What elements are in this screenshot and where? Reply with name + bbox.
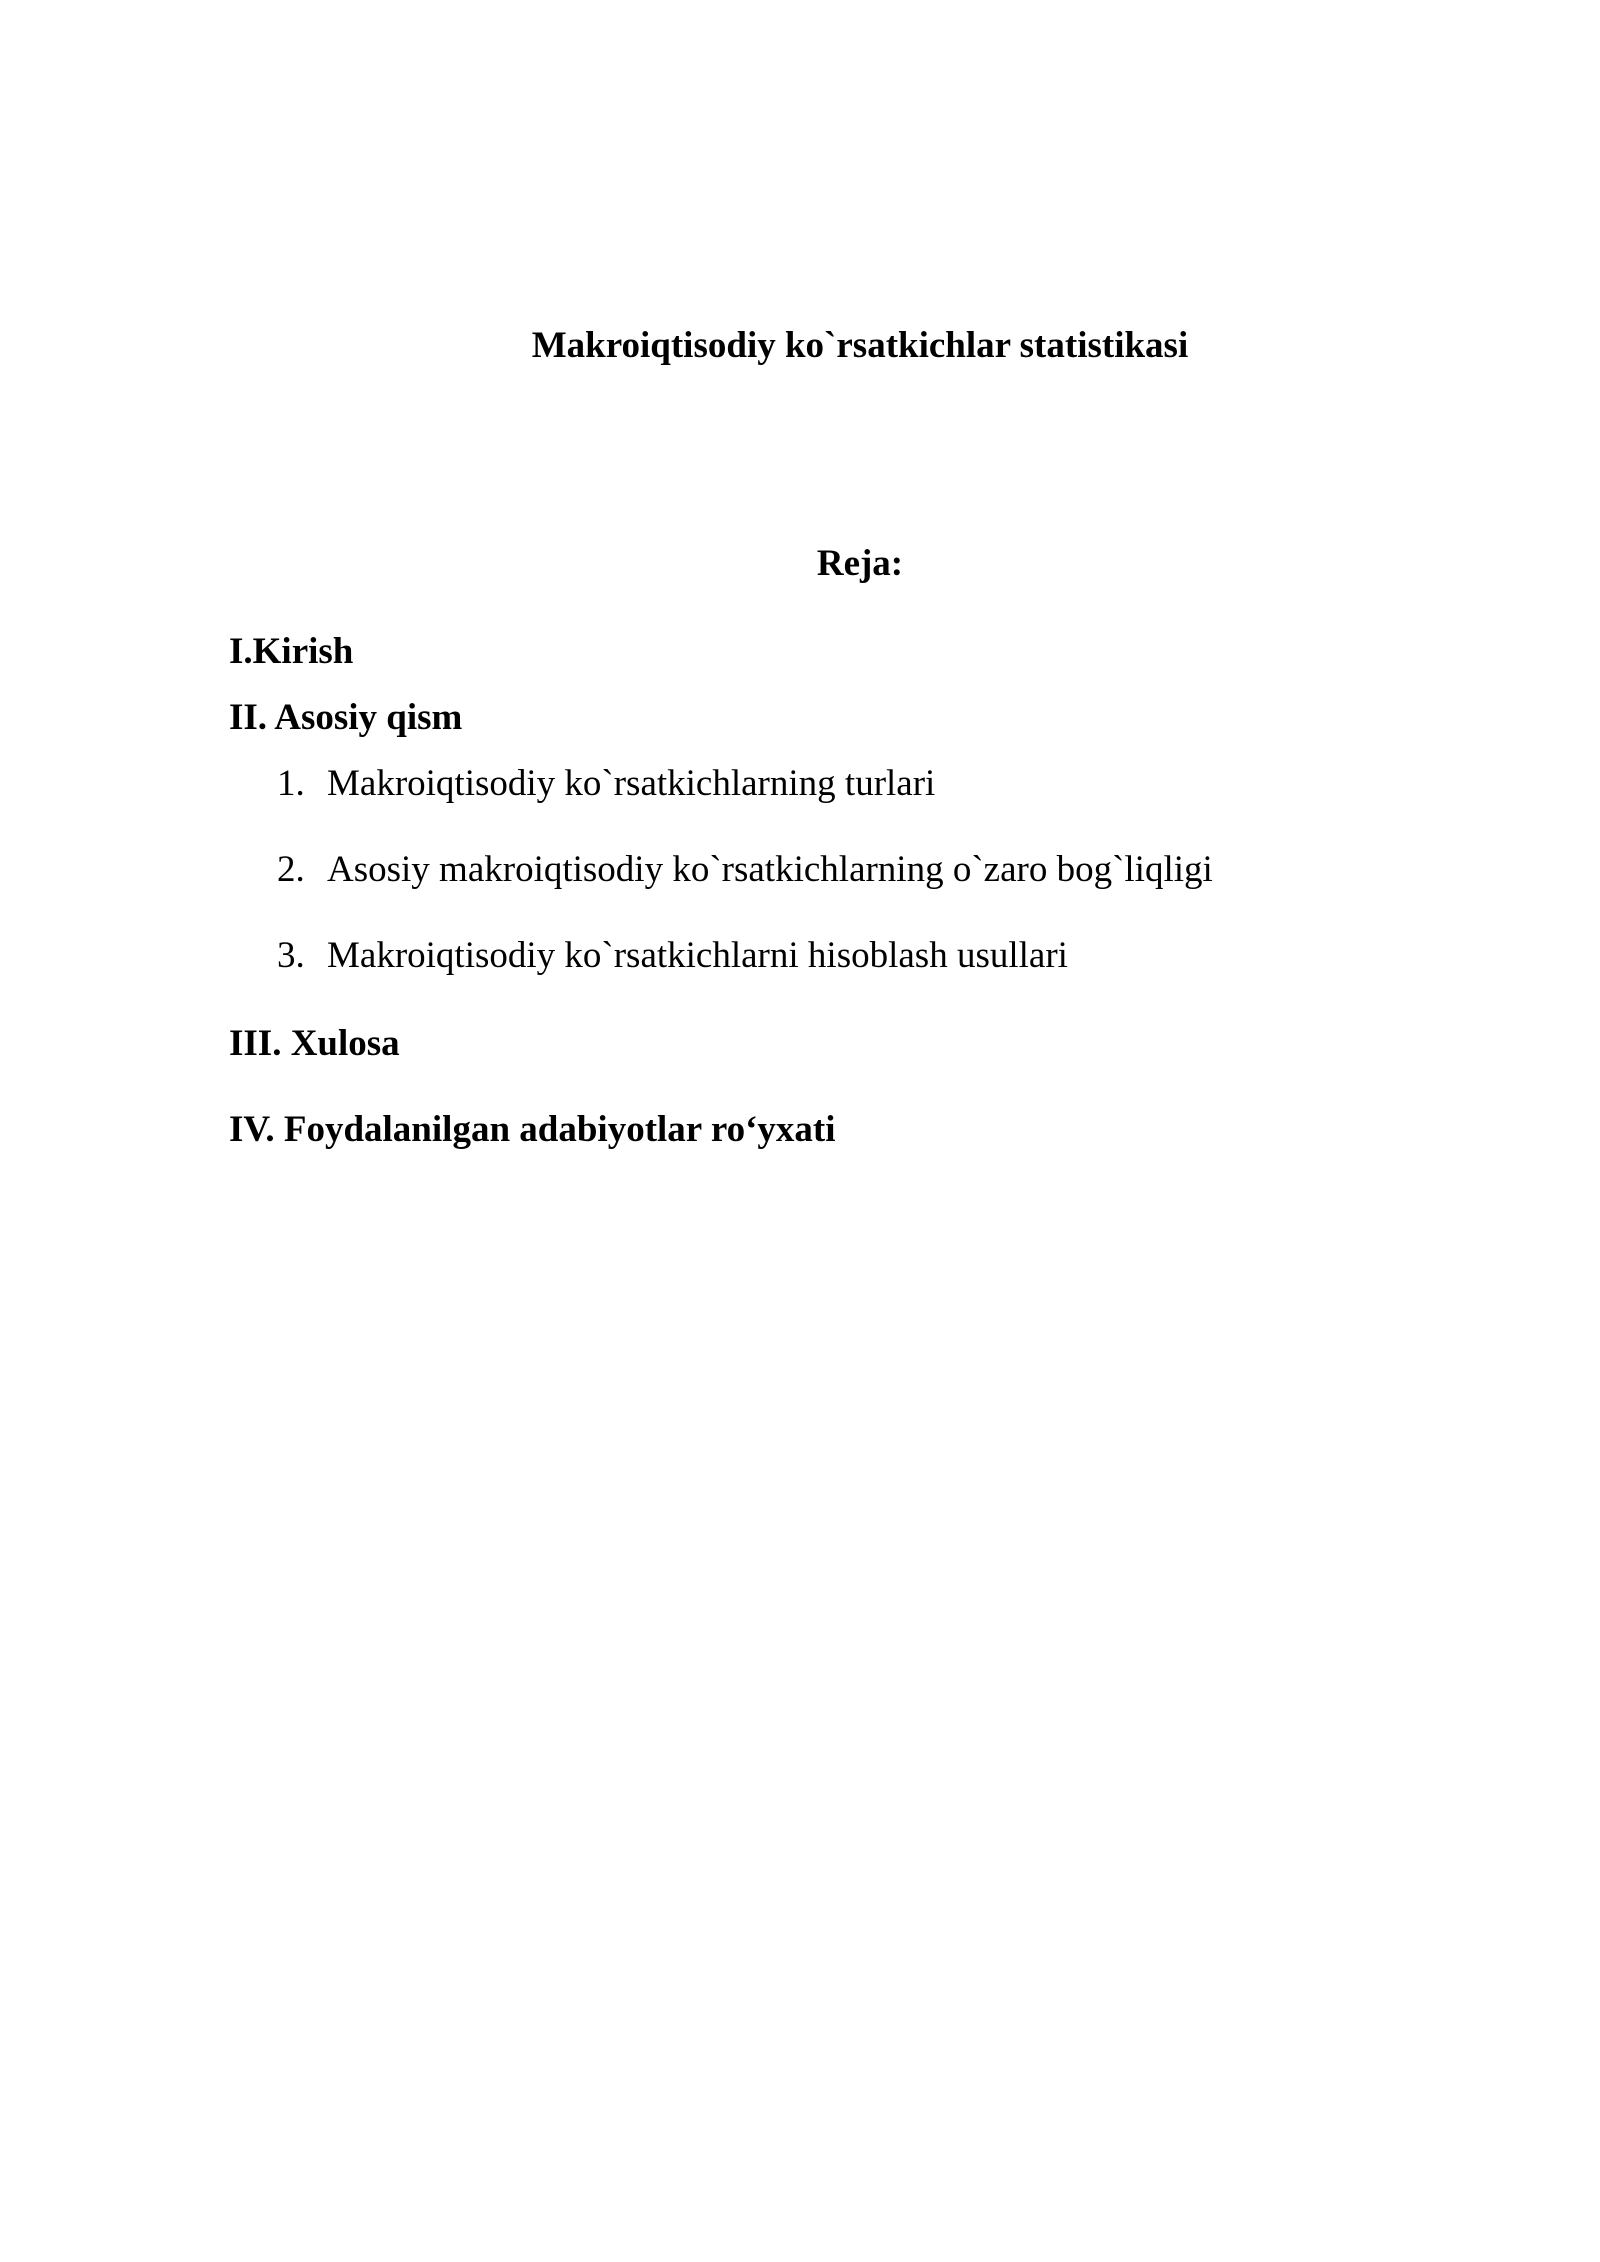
list-item xyxy=(277,846,1213,894)
list-item-number: 2. xyxy=(277,849,305,890)
plan-heading: Reja: xyxy=(816,543,904,584)
section-conclusion: III. Xulosa xyxy=(229,1023,400,1064)
document-title: Makroiqtisodiy ko`rsatkichlar statistikasi xyxy=(531,325,1189,366)
list-item-text: Makroiqtisodiy ko`rsatkichlarning turlari xyxy=(327,763,936,804)
list-item-text: Asosiy makroiqtisodiy ko`rsatkichlarning o`zaro bog`liqligi xyxy=(327,849,1213,890)
list-item-number: 1. xyxy=(277,763,305,804)
section-main-part: II. Asosiy qism xyxy=(229,697,463,738)
section-references: IV. Foydalanilgan adabiyotlar ro‘yxati xyxy=(229,1109,836,1150)
list-item xyxy=(277,932,1068,980)
section-introduction: I.Kirish xyxy=(229,631,354,672)
list-item-text: Makroiqtisodiy ko`rsatkichlarni hisoblash usullari xyxy=(327,935,1068,976)
list-item-number: 3. xyxy=(277,935,305,976)
list-item xyxy=(277,760,935,808)
